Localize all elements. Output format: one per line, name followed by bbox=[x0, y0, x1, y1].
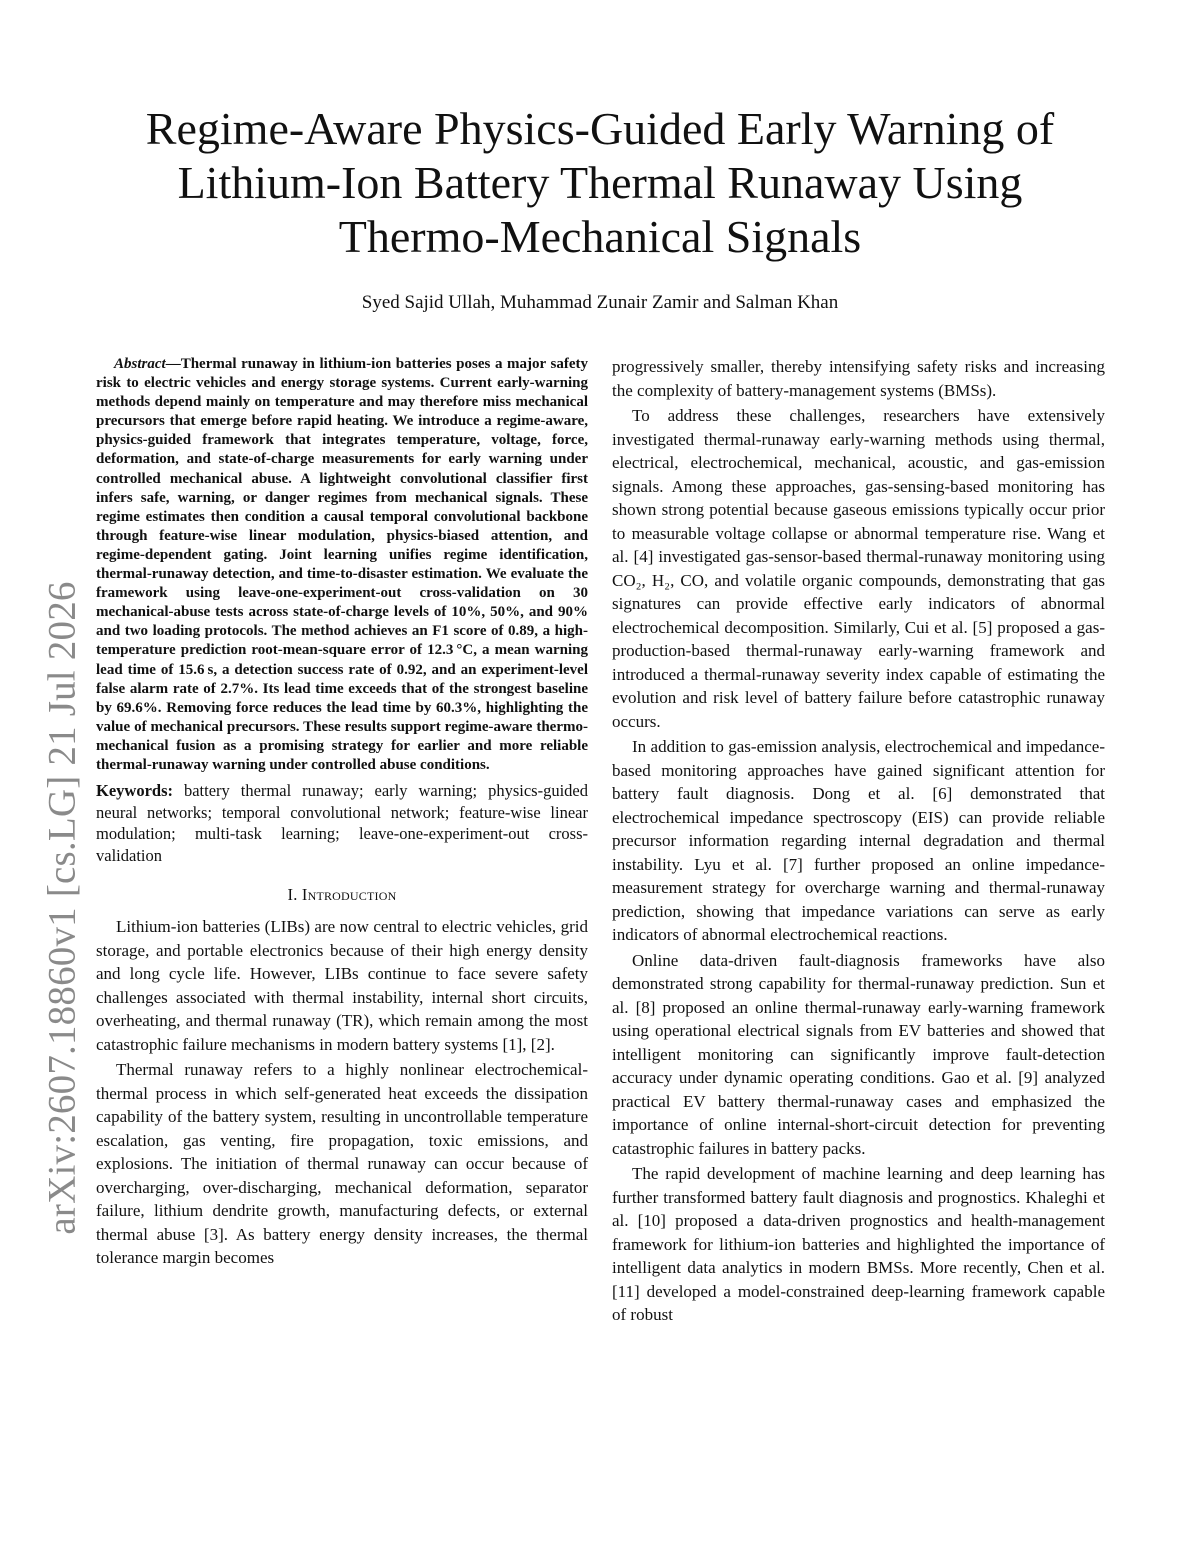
section-title: Introduction bbox=[301, 885, 397, 905]
section-number: I. bbox=[287, 885, 298, 905]
title-line: Lithium-Ion Battery Thermal Runaway Using bbox=[177, 157, 1023, 208]
author-list: Syed Sajid Ullah, Muhammad Zunair Zamir and Salman Khan bbox=[361, 292, 839, 313]
body-paragraph: progressively smaller, thereby intensifying safety risks and increasing the complexity of battery-management systems (BMSs). bbox=[612, 357, 1105, 400]
body-paragraph: Online data-driven fault-diagnosis frameworks have also demonstrated strong capability for thermal-runaway prediction. Sun et al. [8] proposed an online thermal-runaway early-warning framework using operational electrical signals from EV batteries and showed that intelligent monitoring can significantly improve fault-detection accuracy under dynamic operating conditions. Gao et al. [9] analyzed practical EV battery thermal-runaway cases and emphasized the importance of online internal-short-circuit detection for preventing catastrophic failures in battery packs. bbox=[612, 950, 1105, 1158]
abstract-text: Thermal runaway in lithium-ion batteries poses a major safety risk to electric vehicles and energy storage systems. Current early-warning methods depend mainly on temperature and may therefore miss mechanical precursors that emerge before rapid heating. We introduce a regime-aware, physics-guided framework that integrates temperature, voltage, force, deformation, and state-of-charge measurements for early warning under controlled mechanical abuse. A lightweight convolutional classifier first infers safe, warning, or danger regimes from mechanical signals. These regime estimates then condition a causal temporal convolutional backbone through feature-wise linear modulation, physics-biased attention, and regime-dependent gating. Joint learning unifies regime identification, thermal-runaway detection, and time-to-disaster estimation. We evaluate the framework using leave-one-experiment-out cross-validation on 30 mechanical-abuse tests across state-of-charge levels of 10%, 50%, and 90% and two loading protocols. The method achieves an F1 score of 0.89, a high-temperature prediction root-mean-square error of 12.3 °C, a mean warning lead time of 15.6 s, a detection success rate of 0.92, and an experiment-level false alarm rate of 2.7%. Its lead time exceeds that of the strongest baseline by 69.6%. Removing force reduces the lead time by 60.3%, highlighting the value of mechanical precursors. These results support regime-aware thermo-mechanical fusion as a promising strategy for earlier and more reliable thermal-runaway warning under controlled abuse conditions. bbox=[96, 356, 588, 773]
left-column bbox=[96, 355, 588, 1270]
abstract: Abstract—Thermal runaway in lithium-ion batteries poses a major safety risk to electric vehicles and energy storage systems. Current early-warning methods depend mainly on temperature and may therefore miss mechanical precursors that emerge before rapid heating. We introduce a regime-aware, physics-guided framework that integrates temperature, voltage, force, deformation, and state-of-charge measurements for early warning under controlled mechanical abuse. A lightweight convolutional classifier first infers safe, warning, or danger regimes from mechanical signals. These regime estimates then condition a causal temporal convolutional backbone through feature-wise linear modulation, physics-biased attention, and regime-dependent gating. Joint learning unifies regime identification, thermal-runaway detection, and time-to-disaster estimation. We evaluate the framework using leave-one-experiment-out cross-validation on 30 mechanical-abuse tests across state-of-charge levels of 10%, 50%, and 90% and two loading protocols. The method achieves an F1 score of 0.89, a high-temperature prediction root-mean-square error of 12.3 °C, a mean warning lead time of 15.6 s, a detection success rate of 0.92, and an experiment-level false alarm rate of 2.7%. Its lead time exceeds that of the strongest baseline by 69.6%. Removing force reduces the lead time by 60.3%, highlighting the value of mechanical precursors. These results support regime-aware thermo-mechanical fusion as a promising strategy for earlier and more reliable thermal-runaway warning under controlled abuse conditions. bbox=[96, 356, 588, 773]
body-paragraph: Lithium-ion batteries (LIBs) are now central to electric vehicles, grid storage, and portable electronics because of their high energy density and long cycle life. However, LIBs continue to face severe safety challenges associated with thermal instability, internal short circuits, overheating, and thermal runaway (TR), which remain among the most catastrophic failure mechanisms in modern battery systems [1], [2]. bbox=[96, 917, 588, 1054]
body-paragraph: The rapid development of machine learning and deep learning has further transformed battery fault diagnosis and prognostics. Khaleghi et al. [10] proposed a data-driven prognostics and health-management framework for lithium-ion batteries and highlighted the importance of intelligent data analytics in modern BMSs. More recently, Chen et al. [11] developed a model-constrained deep-learning framework capable of robust bbox=[612, 1164, 1105, 1324]
keywords bbox=[96, 780, 588, 866]
right-column bbox=[612, 355, 1105, 1327]
keywords-label: Keywords: bbox=[96, 781, 173, 801]
arxiv-identifier-text: arXiv:2607.18860v1 [cs.LG] 21 Jul 2026 bbox=[40, 581, 84, 1235]
body-paragraph: To address these challenges, researchers have extensively investigated thermal-runaway early-warning methods using thermal, electrical, electrochemical, mechanical, acoustic, and gas-emission signals. Among these approaches, gas-sensing-based monitoring has shown strong potential because gaseous emissions typically occur prior to measurable voltage collapse or abnormal temperature rise. Wang et al. [4] investigated gas-sensor-based thermal-runaway monitoring using CO₂, H₂, CO, and volatile organic compounds, demonstrating that gas signatures can provide effective early indicators of abnormal electrochemical decomposition. Similarly, Cui et al. [5] proposed a gas-production-based thermal-runaway early-warning framework and introduced a thermal-runaway severity index capable of estimating the evolution and risk level of battery failure before catastrophic runaway occurs. bbox=[612, 406, 1105, 731]
section-heading bbox=[96, 885, 588, 905]
paper-title bbox=[100, 102, 1100, 264]
body-paragraph: In addition to gas-emission analysis, electrochemical and impedance-based monitoring approaches have gained significant attention for battery fault diagnosis. Dong et al. [6] demonstrated that electrochemical impedance spectroscopy (EIS) can provide reliable precursor information regarding internal degradation and thermal instability. Lyu et al. [7] further proposed an online impedance-measurement strategy for overcharge warning and thermal-runaway prediction, showing that impedance variations can serve as early indicators of abnormal electrochemical reactions. bbox=[612, 737, 1105, 944]
title-line: Thermo-Mechanical Signals bbox=[338, 211, 862, 262]
abstract-label: Abstract bbox=[114, 356, 166, 372]
title-line: Regime-Aware Physics-Guided Early Warning of bbox=[145, 103, 1055, 154]
keywords-text: battery thermal runaway; early warning; physics-guided neural networks; temporal convolutional network; feature-wise linear modulation; multi-task learning; leave-one-experiment-out cross-validation bbox=[96, 781, 588, 865]
arxiv-identifier bbox=[20, 572, 104, 1244]
body-paragraph: Thermal runaway refers to a highly nonlinear electrochemical-thermal process in which self-generated heat exceeds the dissipation capability of the battery system, resulting in uncontrollable temperature escalation, gas venting, fire propagation, toxic emissions, and explosions. The initiation of thermal runaway can occur because of overcharging, over-discharging, mechanical deformation, separator failure, lithium dendrite growth, manufacturing defects, or external thermal abuse [3]. As battery energy density increases, the thermal tolerance margin becomes bbox=[96, 1060, 588, 1268]
